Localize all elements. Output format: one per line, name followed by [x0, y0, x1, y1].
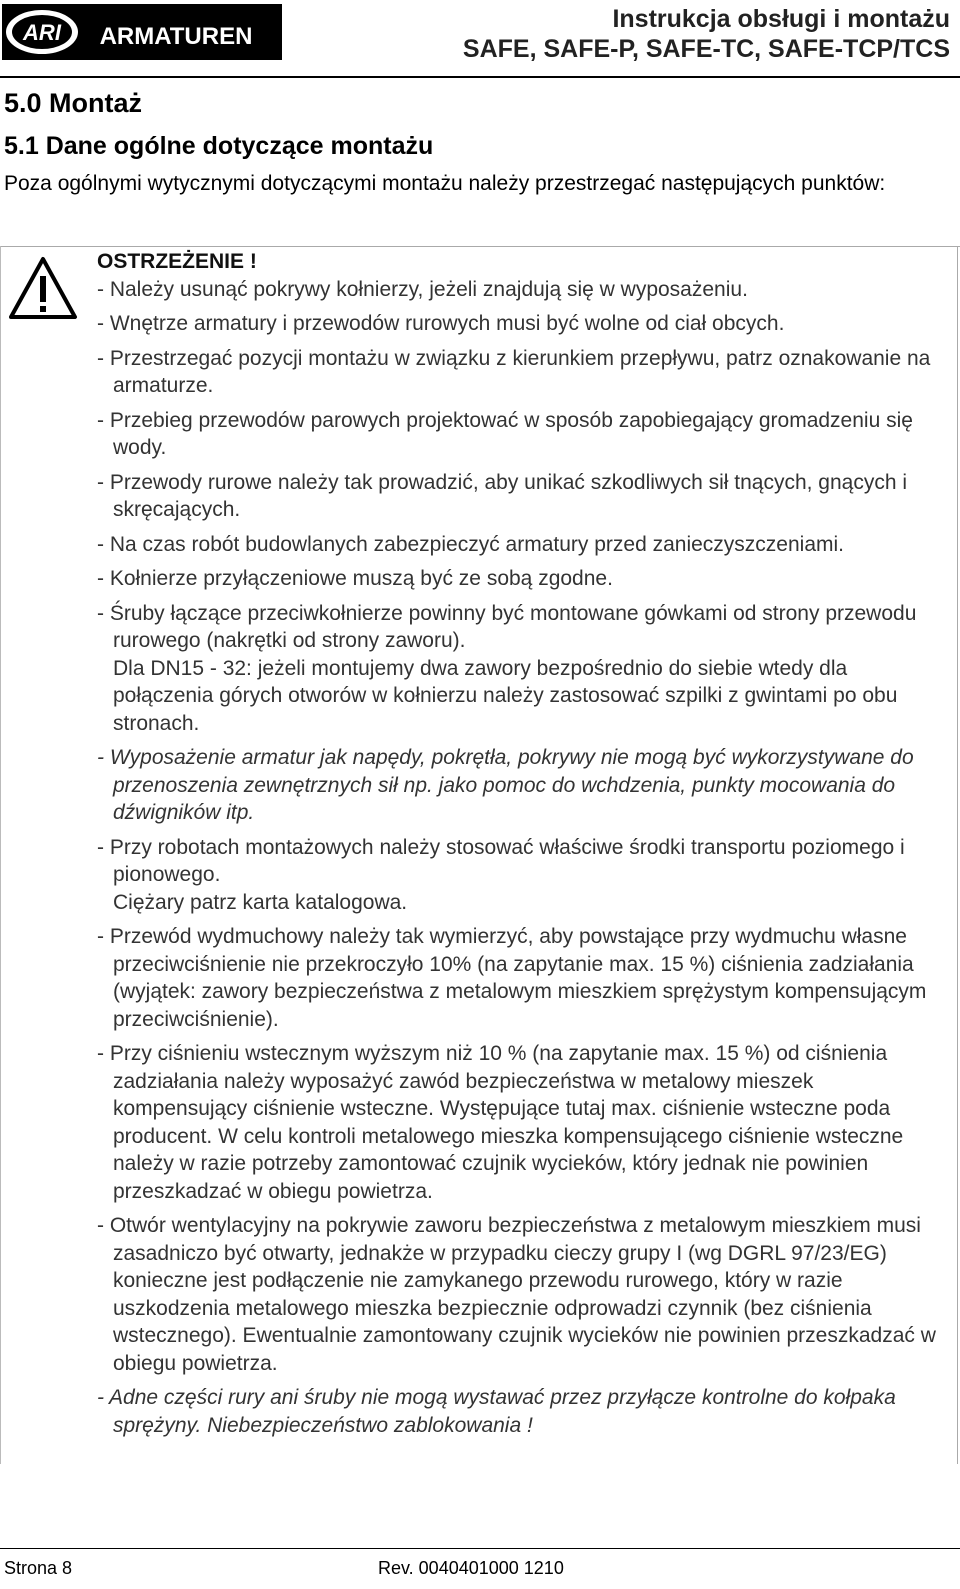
warning-triangle-icon — [8, 256, 78, 320]
ari-armaturen-logo — [2, 4, 282, 60]
intro-paragraph: Poza ogólnymi wytycznymi dotyczącymi montażu należy przestrzegać następujących punktów: — [4, 172, 886, 195]
section-heading: 5.0 Montaż — [4, 88, 143, 118]
warning-item: - Należy usunąć pokrywy kołnierzy, jeżeli znajdują się w wyposażeniu. — [97, 277, 748, 301]
logo-armaturen-text: ARMATUREN — [99, 23, 253, 50]
warning-box-right-border — [957, 246, 958, 1464]
warning-item: - Wnętrze armatury i przewodów rurowych musi być wolne od ciał obcych. — [97, 312, 785, 335]
document-title — [463, 4, 950, 64]
warning-item: - Przewód wydmuchowy należy tak wymierzyć, aby powstające przy wydmuchu własne przeciwciśnienie nie przekroczyło 10% (na zapytanie max. 15 %) ciśnienia zadziałania (wyjątek: zawory bezpieczeństwa z metalowym mieszkiem sprężystym kompensującym przeciwciśnienie). — [97, 925, 927, 1031]
footer-divider — [0, 1548, 960, 1549]
warning-item: - Przestrzegać pozycji montażu w związku z kierunkiem przepływu, patrz oznakowanie na armaturze. — [97, 346, 931, 397]
warning-item: - Przewody rurowe należy tak prowadzić, aby unikać szkodliwych sił tnących, gnących i skręcających. — [97, 470, 908, 521]
document-title-line2: SAFE, SAFE-P, SAFE-TC, SAFE-TCP/TCS — [462, 35, 950, 63]
document-title-line1: Instrukcja obsługi i montażu — [612, 5, 950, 33]
page-header — [0, 0, 960, 80]
logo-ari-text: ARI — [23, 20, 61, 45]
page-number: Strona 8 — [4, 1558, 73, 1578]
warning-item: - Przy robotach montażowych należy stosować właściwe środki transportu poziomego i pionowego. — [97, 835, 905, 886]
warning-item-note: Ciężary patrz karta katalogowa. — [113, 890, 408, 914]
warning-box-top-border — [0, 246, 960, 247]
header-divider — [0, 76, 960, 78]
warning-item: - Przy ciśnieniu wstecznym wyższym niż 10 % (na zapytanie max. 15 %) od ciśnienia zadziałania należy wyposażyć zawód bezpieczeństwa w metalowy mieszek kompensujący ciśnienie wsteczne. Występujące tutaj max. ciśnienie wsteczne poda producent. W celu kontroli metalowego mieszka kompensującego ciśnienie wsteczne należy w razie potrzeby zamontować czujnik wycieków, który jednak nie powinien przeszkadzać w obiegu powietrza. — [97, 1042, 904, 1203]
warning-item: - Wyposażenie armatur jak napędy, pokrętła, pokrywy nie mogą być wykorzystywane do przenoszenia zewnętrznych sił np. jako pomoc do wchdzenia, punkty mocowania do dźwigników itp. — [97, 746, 914, 824]
warning-item: - Otwór wentylacyjny na pokrywie zaworu bezpieczeństwa z metalowym mieszkiem musi zasadniczo być otwarty, jednakże w przypadku cieczy grupy I (wg DGRL 97/23/EG) konieczne jest podłączenie nie zamykanego przewodu rurowego, który w razie uszkodzenia metalowego mieszka bezpiecznie odprowadzi czynnik (bez ciśnienia wstecznego). Ewentualnie zamontowany czujnik wycieków nie powinien przeszkadzać w obiegu powietrza. — [97, 1214, 936, 1375]
warning-box-left-border — [0, 246, 1, 1464]
warning-item: - Kołnierze przyłączeniowe muszą być ze sobą zgodne. — [97, 567, 613, 590]
warning-item-note: Dla DN15 - 32: jeżeli montujemy dwa zawory bezpośrednio do siebie wtedy dla połączenia górych otworów w kołnierzu należy zastosować szpilki z gwintami po obu stronach. — [113, 656, 898, 735]
warning-item: - Przebieg przewodów parowych projektować w sposób zapobiegający gromadzeniu się wody. — [97, 408, 913, 459]
warning-item: - Adne części rury ani śruby nie mogą wystawać przez przyłącze kontrolne do kołpaka sprężyny. Niebezpieczeństwo zablokowania ! — [97, 1386, 896, 1437]
subsection-heading: 5.1 Dane ogólne dotyczące montażu — [4, 132, 434, 160]
warning-item: - Na czas robót budowlanych zabezpieczyć armatury przed zanieczyszczeniami. — [97, 532, 844, 556]
revision-number: Rev. 0040401000 1210 — [378, 1558, 564, 1578]
warning-item: - Śruby łączące przeciwkołnierze powinny być montowane gówkami od strony przewodu rurowego (nakrętki od strony zaworu). — [97, 601, 917, 652]
warning-block — [97, 248, 947, 1439]
warning-title: OSTRZEŻENIE ! — [97, 250, 257, 273]
